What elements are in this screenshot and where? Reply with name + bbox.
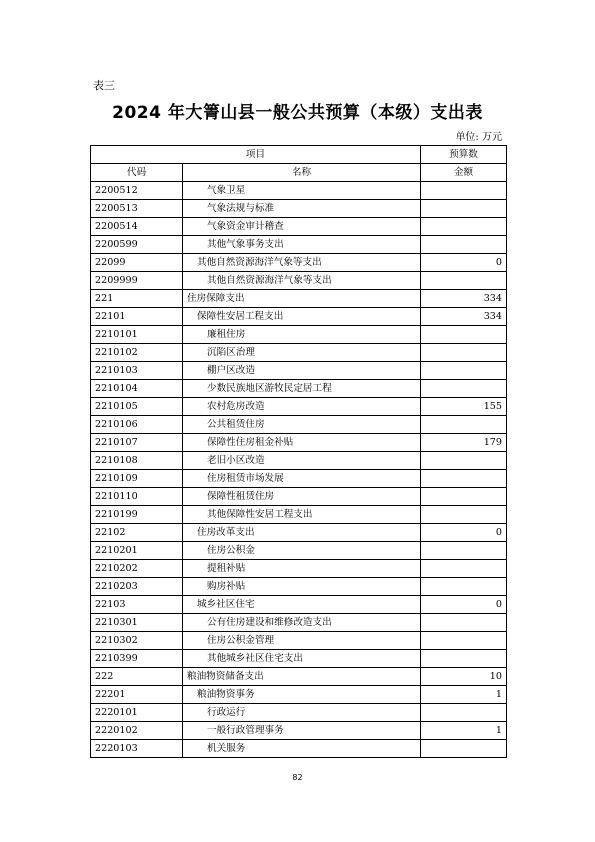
table-row [91, 578, 507, 596]
table-row [91, 416, 507, 434]
row-amount [421, 632, 507, 650]
row-name: 少数民族地区游牧民定居工程 [183, 380, 421, 398]
row-code: 2210110 [91, 488, 183, 506]
row-code: 2220102 [91, 722, 183, 740]
table-row [91, 182, 507, 200]
row-code: 2210302 [91, 632, 183, 650]
table-row [91, 614, 507, 632]
table-label: 表三 [93, 79, 115, 92]
row-code: 222 [91, 668, 183, 686]
row-amount [421, 200, 507, 218]
row-amount [421, 740, 507, 758]
header-name: 名称 [183, 164, 421, 182]
row-amount [421, 362, 507, 380]
row-name: 保障性住房租金补贴 [183, 434, 421, 452]
row-amount [421, 542, 507, 560]
table-row [91, 380, 507, 398]
row-amount: 0 [421, 596, 507, 614]
row-code: 2210199 [91, 506, 183, 524]
row-amount [421, 614, 507, 632]
table-row [91, 344, 507, 362]
table-row [91, 686, 507, 704]
row-amount: 1 [421, 722, 507, 740]
row-name: 其他气象事务支出 [183, 236, 421, 254]
row-name: 棚户区改造 [183, 362, 421, 380]
row-amount: 155 [421, 398, 507, 416]
row-name: 购房补贴 [183, 578, 421, 596]
row-code: 2200514 [91, 218, 183, 236]
budget-table [90, 145, 507, 758]
row-name: 机关服务 [183, 740, 421, 758]
row-code: 2210108 [91, 452, 183, 470]
table-row [91, 596, 507, 614]
table-row [91, 326, 507, 344]
row-name: 一般行政管理事务 [183, 722, 421, 740]
row-code: 2210202 [91, 560, 183, 578]
table-row [91, 236, 507, 254]
row-amount [421, 326, 507, 344]
row-code: 2200512 [91, 182, 183, 200]
row-name: 行政运行 [183, 704, 421, 722]
page-title: 2024 年大箐山县一般公共预算（本级）支出表 [112, 103, 483, 123]
table-row [91, 398, 507, 416]
row-code: 2210301 [91, 614, 183, 632]
row-amount [421, 272, 507, 290]
row-code: 2210107 [91, 434, 183, 452]
row-name: 保障性租赁住房 [183, 488, 421, 506]
table-row [91, 632, 507, 650]
row-code: 2210102 [91, 344, 183, 362]
table-row [91, 740, 507, 758]
row-amount: 179 [421, 434, 507, 452]
header-row-2 [91, 164, 507, 182]
table-row [91, 668, 507, 686]
table-row [91, 524, 507, 542]
row-name: 廉租住房 [183, 326, 421, 344]
row-amount: 10 [421, 668, 507, 686]
row-amount: 0 [421, 254, 507, 272]
table-row [91, 560, 507, 578]
row-name: 公有住房建设和维修改造支出 [183, 614, 421, 632]
row-name: 气象法规与标准 [183, 200, 421, 218]
row-name: 其他保障性安居工程支出 [183, 506, 421, 524]
row-code: 2210104 [91, 380, 183, 398]
row-amount: 334 [421, 308, 507, 326]
header-row-1 [91, 146, 507, 164]
row-code: 2210103 [91, 362, 183, 380]
table-row [91, 488, 507, 506]
row-name: 公共租赁住房 [183, 416, 421, 434]
row-name: 其他自然资源海洋气象等支出 [183, 272, 421, 290]
row-amount [421, 182, 507, 200]
row-name: 住房公积金管理 [183, 632, 421, 650]
row-code: 2210203 [91, 578, 183, 596]
table-row [91, 254, 507, 272]
row-amount: 334 [421, 290, 507, 308]
row-name: 沉陷区治理 [183, 344, 421, 362]
row-amount [421, 506, 507, 524]
row-code: 22201 [91, 686, 183, 704]
row-amount: 1 [421, 686, 507, 704]
row-amount [421, 704, 507, 722]
row-amount [421, 470, 507, 488]
row-amount [421, 236, 507, 254]
row-code: 2210109 [91, 470, 183, 488]
table-row [91, 704, 507, 722]
page-number: 82 [292, 773, 303, 782]
row-code: 2210399 [91, 650, 183, 668]
row-code: 2220103 [91, 740, 183, 758]
table-row [91, 452, 507, 470]
row-amount [421, 416, 507, 434]
table-row [91, 470, 507, 488]
row-code: 221 [91, 290, 183, 308]
row-code: 2210105 [91, 398, 183, 416]
row-amount [421, 344, 507, 362]
header-project: 项目 [91, 146, 421, 164]
row-name: 保障性安居工程支出 [183, 308, 421, 326]
row-name: 粮油物资事务 [183, 686, 421, 704]
header-code: 代码 [91, 164, 183, 182]
table-body [91, 182, 507, 758]
table-row [91, 272, 507, 290]
row-name: 老旧小区改造 [183, 452, 421, 470]
row-amount [421, 380, 507, 398]
row-name: 其他自然资源海洋气象等支出 [183, 254, 421, 272]
row-code: 2200599 [91, 236, 183, 254]
row-amount [421, 650, 507, 668]
unit-label: 单位: 万元 [455, 132, 502, 143]
row-code: 2220101 [91, 704, 183, 722]
table-row [91, 290, 507, 308]
row-code: 22102 [91, 524, 183, 542]
row-code: 2209999 [91, 272, 183, 290]
table-row [91, 362, 507, 380]
row-name: 住房租赁市场发展 [183, 470, 421, 488]
table-row [91, 650, 507, 668]
row-code: 22099 [91, 254, 183, 272]
row-amount [421, 578, 507, 596]
table-row [91, 506, 507, 524]
row-code: 2200513 [91, 200, 183, 218]
row-name: 住房改革支出 [183, 524, 421, 542]
header-amount: 金额 [421, 164, 507, 182]
row-code: 2210101 [91, 326, 183, 344]
row-name: 住房保障支出 [183, 290, 421, 308]
row-name: 住房公积金 [183, 542, 421, 560]
table-row [91, 308, 507, 326]
row-name: 粮油物资储备支出 [183, 668, 421, 686]
table-row [91, 200, 507, 218]
row-amount [421, 488, 507, 506]
table-row [91, 218, 507, 236]
row-code: 22103 [91, 596, 183, 614]
row-amount [421, 218, 507, 236]
table-row [91, 542, 507, 560]
row-code: 2210106 [91, 416, 183, 434]
row-amount: 0 [421, 524, 507, 542]
row-amount [421, 560, 507, 578]
row-name: 其他城乡社区住宅支出 [183, 650, 421, 668]
row-name: 气象卫星 [183, 182, 421, 200]
row-amount [421, 452, 507, 470]
table-row [91, 434, 507, 452]
row-code: 2210201 [91, 542, 183, 560]
row-name: 城乡社区住宅 [183, 596, 421, 614]
row-name: 农村危房改造 [183, 398, 421, 416]
row-code: 22101 [91, 308, 183, 326]
table-row [91, 722, 507, 740]
header-budget: 预算数 [421, 146, 507, 164]
row-name: 提租补贴 [183, 560, 421, 578]
row-name: 气象资金审计稽查 [183, 218, 421, 236]
